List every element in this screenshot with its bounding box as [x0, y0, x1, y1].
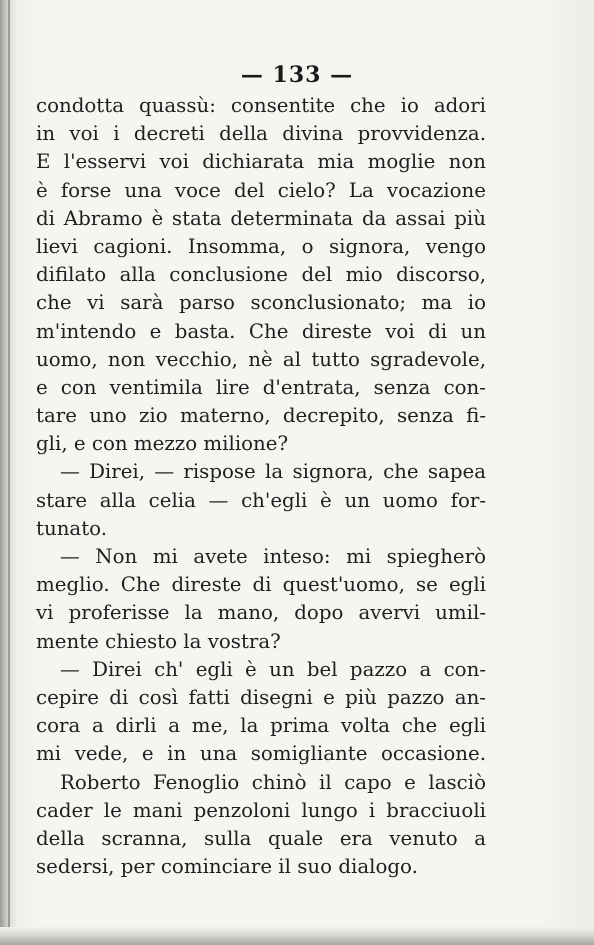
- text-line: stare alla celia — ch'egli è un uomo for-: [36, 488, 486, 512]
- page-left-rule: [8, 0, 10, 945]
- text-line: mi vede, e in una somigliante occasione.: [36, 742, 486, 766]
- text-line: condotta quassù: consentite che io adori: [36, 94, 486, 117]
- text-line: sedersi, per cominciare il suo dialogo.: [36, 855, 418, 879]
- text-line: meglio. Che direste di quest'uomo, se egli: [36, 573, 486, 597]
- text-line: vi proferisse la mano, dopo avervi umil-: [36, 601, 486, 625]
- text-line: di Abramo è stata determinata da assai più: [36, 206, 486, 230]
- text-line: lievi cagioni. Insomma, o signora, vengo: [36, 234, 486, 258]
- text-line: e con ventimila lire d'entrata, senza con-: [36, 375, 486, 399]
- body-text: [36, 92, 486, 881]
- page-bottom-shadow: [0, 927, 594, 945]
- text-line: cepire di così fatti disegni e più pazzo an-: [36, 685, 486, 709]
- text-line: difilato alla conclusione del mio discorso,: [36, 263, 486, 287]
- text-line: cora a dirli a me, la prima volta che egli: [36, 714, 486, 738]
- page-number: — 133 —: [240, 62, 354, 88]
- text-line: della scranna, sulla quale era venuto a: [36, 826, 486, 850]
- text-line: tare uno zio materno, decrepito, senza fi-: [36, 404, 486, 428]
- text-line: E l'esservi voi dichiarata mia moglie non: [36, 150, 486, 174]
- text-line: — Direi, — rispose la signora, che sapea: [60, 460, 486, 484]
- text-line: m'intendo e basta. Che direste voi di un: [36, 319, 486, 343]
- text-line: in voi i decreti della divina provvidenza.: [36, 122, 486, 146]
- text-line: gli, e con mezzo milione?: [36, 432, 289, 456]
- text-line: tunato.: [36, 516, 108, 540]
- text-line: è forse una voce del cielo? La vocazione: [36, 178, 486, 202]
- text-line: — Non mi avete inteso: mi spiegherò: [60, 545, 486, 568]
- text-line: — Direi ch' egli è un bel pazzo a con-: [60, 657, 486, 681]
- text-line: che vi sarà parso sconclusionato; ma io: [36, 291, 486, 315]
- text-line: Roberto Fenoglio chinò il capo e lasciò: [60, 770, 486, 794]
- text-line: mente chiesto la vostra?: [36, 629, 281, 653]
- text-line: cader le mani penzoloni lungo i bracciuoli: [36, 798, 486, 822]
- text-line: uomo, non vecchio, nè al tutto sgradevole,: [36, 347, 486, 371]
